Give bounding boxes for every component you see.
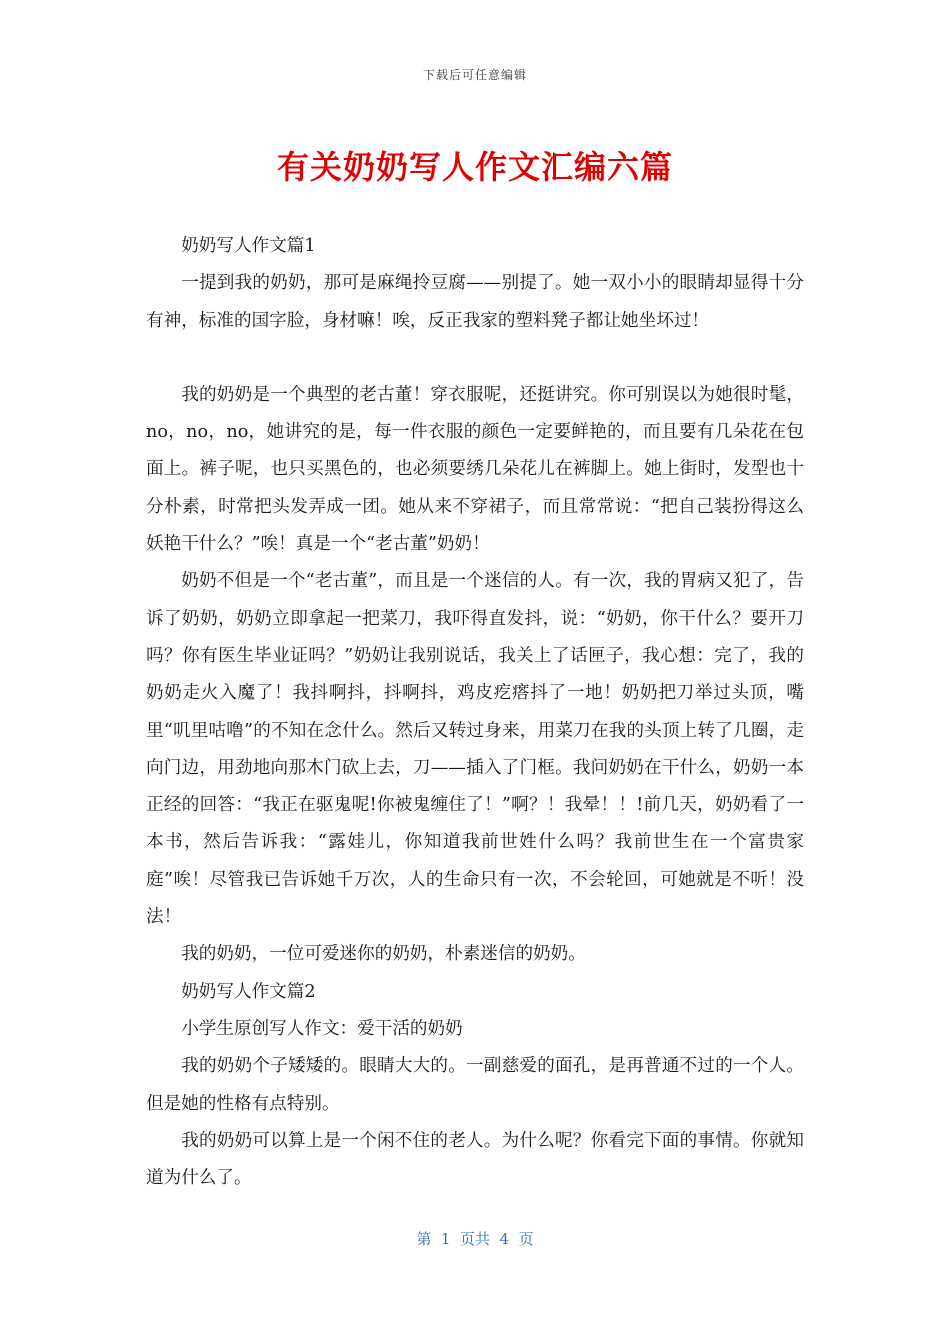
body-paragraph: 我的奶奶，一位可爱迷你的奶奶，朴素迷信的奶奶。 [181, 944, 586, 965]
body-paragraph: 我的奶奶是一个典型的老古董！穿衣服呢，还挺讲究。你可别误以为她很时髦，no，no，no，她讲究的是，每一件衣服的颜色一定要鲜艳的，而且要有几朵花在包面上。裤子呢，也只买黑色的，也必须要绣几朵花儿在裤脚上。她上街时，发型也十分朴素，时常把头发弄成一团。她从来不穿裙子，而且常常说：“把自己装扮得这么妖艳干什么？”唉！真是一个“老古董”奶奶！ [146, 384, 804, 555]
document-body [146, 228, 804, 1197]
section-heading-2: 奶奶写人作文篇2 [181, 981, 316, 1002]
page-header-note: 下载后可任意编辑 [422, 68, 527, 82]
body-paragraph: 我的奶奶可以算上是一个闲不住的老人。为什么呢？你看完下面的事情。你就知道为什么了。 [146, 1130, 804, 1189]
section-subtitle: 小学生原创写人作文：爱干活的奶奶 [181, 1018, 463, 1039]
body-paragraph: 我的奶奶个子矮矮的。眼睛大大的。一副慈爱的面孔，是再普通不过的一个人。但是她的性格有点特别。 [146, 1056, 804, 1114]
body-paragraph: 一提到我的奶奶，那可是麻绳拎豆腐——别提了。她一双小小的眼睛却显得十分有神，标准的国字脸，身材嘛！唉，反正我家的塑料凳子都让她坐坏过！ [146, 273, 804, 331]
body-paragraph: 奶奶不但是一个“老古董”，而且是一个迷信的人。有一次，我的胃病又犯了，告诉了奶奶，奶奶立即拿起一把菜刀，我吓得直发抖，说：“奶奶，你干什么？要开刀吗？你有医生毕业证吗？”奶奶让我别说话，我关上了话匣子，我心想：完了，我的奶奶走火入魔了！我抖啊抖，抖啊抖，鸡皮疙瘩抖了一地！奶奶把刀举过头顶，嘴里“叽里咕噜”的不知在念什么。然后又转过身来，用菜刀在我的头顶上转了几圈，走向门边，用劲地向那木门砍上去，刀——插入了门框。我问奶奶在干什么，奶奶一本正经的回答：“我正在驱鬼呢!你被鬼缠住了！”啊？！我晕！！!前几天，奶奶看了一本书，然后告诉我：“露娃儿，你知道我前世姓什么吗？我前世生在一个富贵家庭”唉！尽管我已告诉她千万次，人的生命只有一次，不会轮回，可她就是不听！没法！ [146, 571, 804, 928]
document-title: 有关奶奶写人作文汇编六篇 [276, 148, 673, 186]
section-heading-1: 奶奶写人作文篇1 [181, 236, 316, 256]
page-number-footer: 第 1 页共 4 页 [416, 1230, 534, 1248]
